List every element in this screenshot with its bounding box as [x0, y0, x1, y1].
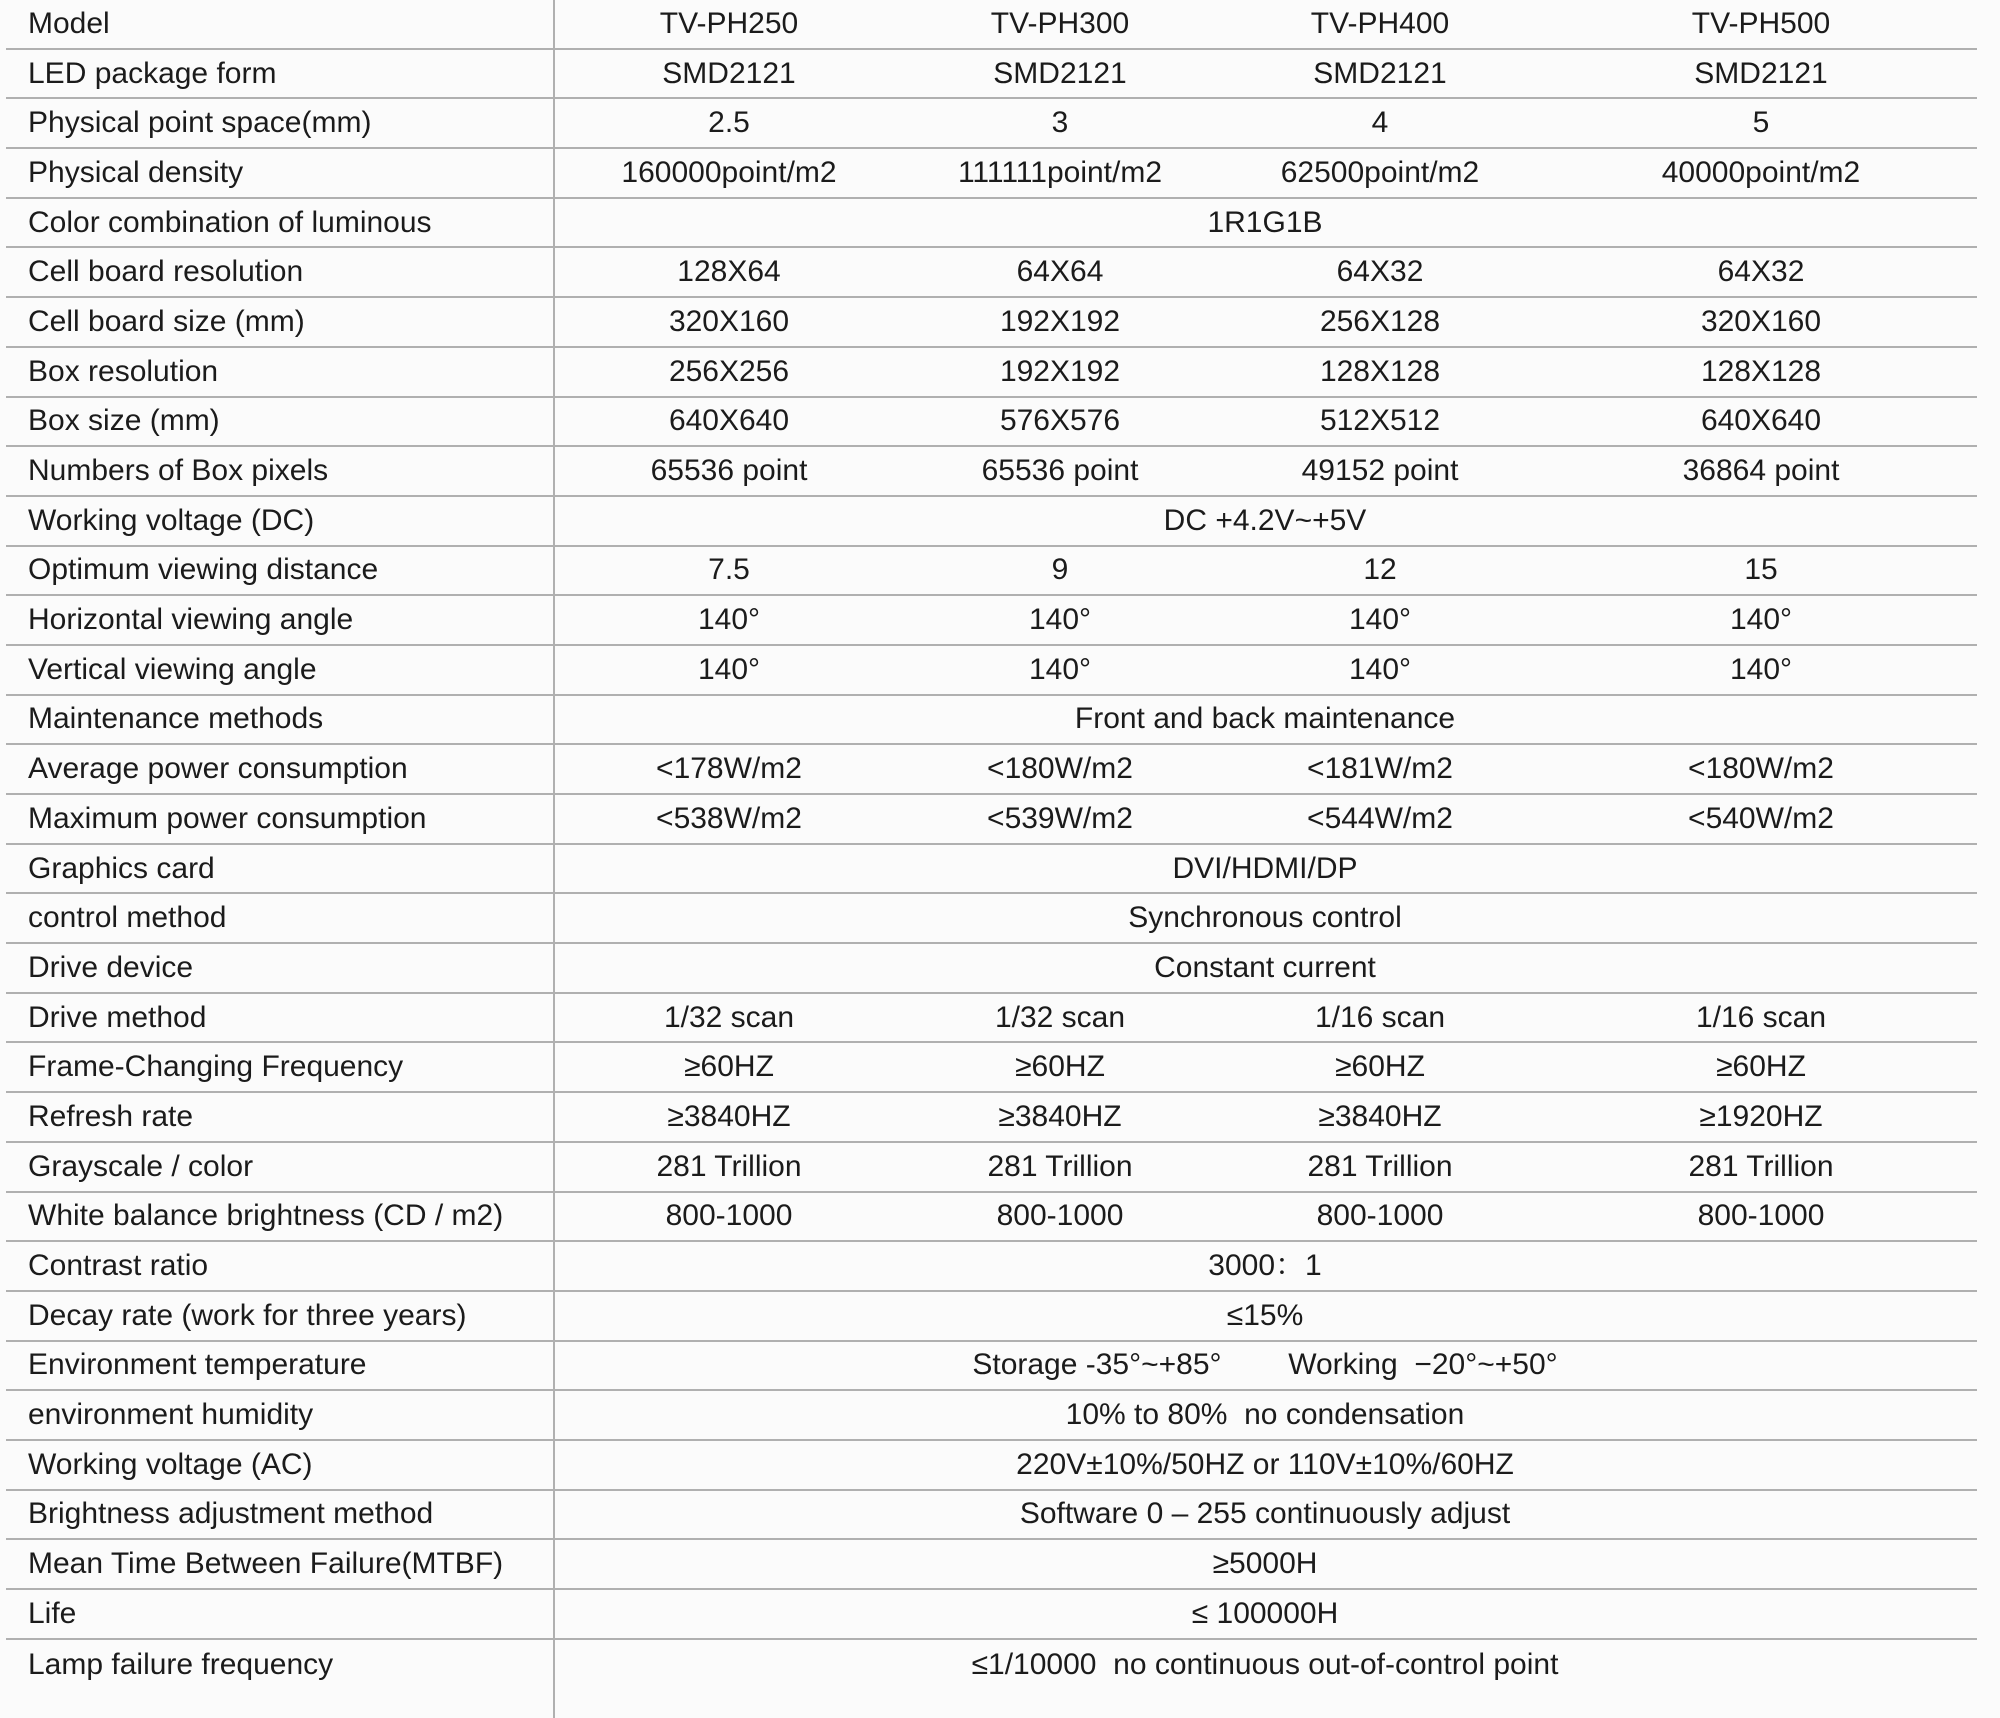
- row-label: Decay rate (work for three years): [28, 1298, 467, 1332]
- cell-value: <180W/m2: [1688, 752, 1834, 786]
- cell-value: 1/16 scan: [1314, 1000, 1446, 1034]
- row-label: Lamp failure frequency: [28, 1647, 334, 1681]
- row-label: Optimum viewing distance: [28, 553, 379, 587]
- cell-value: 256X256: [668, 354, 790, 388]
- cell-value: 65536 point: [981, 454, 1139, 488]
- table-row: [6, 1640, 1977, 1690]
- cell-value: ≥3840HZ: [998, 1099, 1122, 1133]
- merged-cell-value: ≤15%: [1226, 1298, 1304, 1332]
- row-label: Physical density: [28, 155, 244, 189]
- merged-cell-value: 1R1G1B: [1207, 205, 1323, 239]
- spec-table: [6, 0, 1977, 1689]
- row-label: environment humidity: [28, 1398, 314, 1432]
- table-row: [6, 248, 1977, 298]
- cell-value: 800-1000: [996, 1199, 1124, 1233]
- table-row: [6, 1342, 1977, 1392]
- cell-value: 140°: [1028, 603, 1092, 637]
- merged-cell-value: ≤1/10000 no continuous out-of-control point: [971, 1647, 1559, 1681]
- row-label: Vertical viewing angle: [28, 652, 317, 686]
- cell-value: 140°: [1729, 652, 1793, 686]
- cell-value: 140°: [1348, 603, 1412, 637]
- cell-value: ≥60HZ: [1716, 1050, 1806, 1084]
- cell-value: 49152 point: [1301, 454, 1459, 488]
- cell-value: 281 Trillion: [987, 1149, 1133, 1183]
- row-label: Working voltage (DC): [28, 503, 315, 537]
- cell-value: 3: [1051, 106, 1069, 140]
- table-row: [6, 99, 1977, 149]
- cell-value: ≥3840HZ: [1318, 1099, 1442, 1133]
- cell-value: 2.5: [708, 106, 750, 140]
- cell-value: <538W/m2: [656, 801, 802, 835]
- merged-cell-value: Synchronous control: [1128, 901, 1402, 935]
- table-row: [6, 795, 1977, 845]
- row-label: Horizontal viewing angle: [28, 603, 354, 637]
- cell-value: ≥60HZ: [1015, 1050, 1105, 1084]
- cell-value: <181W/m2: [1307, 752, 1453, 786]
- cell-value: 5: [1752, 106, 1770, 140]
- cell-value: 64X64: [1016, 255, 1104, 289]
- cell-value: ≥1920HZ: [1699, 1099, 1823, 1133]
- cell-value: 7.5: [708, 553, 750, 587]
- row-label: Working voltage (AC): [28, 1447, 313, 1481]
- table-row: [6, 745, 1977, 795]
- cell-value: 281 Trillion: [1307, 1149, 1453, 1183]
- cell-value: 1/16 scan: [1695, 1000, 1827, 1034]
- table-row: [6, 298, 1977, 348]
- cell-value: <539W/m2: [987, 801, 1133, 835]
- table-row: [6, 149, 1977, 199]
- cell-value: 140°: [1348, 652, 1412, 686]
- table-row: [6, 348, 1977, 398]
- merged-cell-value: ≥5000H: [1212, 1547, 1318, 1581]
- merged-cell-value: Front and back maintenance: [1074, 702, 1456, 736]
- row-label: Graphics card: [28, 851, 215, 885]
- cell-value: 128X64: [677, 255, 781, 289]
- table-row: [6, 596, 1977, 646]
- cell-value: 64X32: [1717, 255, 1805, 289]
- cell-value: <178W/m2: [656, 752, 802, 786]
- cell-value: 65536 point: [650, 454, 808, 488]
- table-row: [6, 646, 1977, 696]
- cell-value: <544W/m2: [1307, 801, 1453, 835]
- cell-value: 64X32: [1336, 255, 1424, 289]
- cell-value: 640X640: [1700, 404, 1822, 438]
- cell-value: SMD2121: [993, 56, 1127, 90]
- cell-value: 111111point/m2: [957, 155, 1163, 189]
- merged-cell-value: 220V±10%/50HZ or 110V±10%/60HZ: [1016, 1447, 1514, 1481]
- cell-value: ≥60HZ: [684, 1050, 774, 1084]
- cell-value: 160000point/m2: [621, 155, 837, 189]
- table-row: [6, 944, 1977, 994]
- row-label: Drive method: [28, 1000, 207, 1034]
- table-row: [6, 398, 1977, 448]
- cell-value: 320X160: [668, 304, 790, 338]
- cell-value: 281 Trillion: [656, 1149, 802, 1183]
- merged-cell-value: 10% to 80% no condensation: [1065, 1398, 1465, 1432]
- table-row: [6, 1491, 1977, 1541]
- row-label: Color combination of luminous: [28, 205, 432, 239]
- cell-value: SMD2121: [1694, 56, 1828, 90]
- merged-cell-value: DVI/HDMI/DP: [1172, 851, 1358, 885]
- table-row: [6, 1292, 1977, 1342]
- table-row: [6, 497, 1977, 547]
- table-row: [6, 447, 1977, 497]
- cell-value: 1/32 scan: [663, 1000, 795, 1034]
- row-label: Maintenance methods: [28, 702, 324, 736]
- table-row: [6, 1193, 1977, 1243]
- cell-value: 140°: [697, 603, 761, 637]
- cell-value: 36864 point: [1682, 454, 1840, 488]
- cell-value: 256X128: [1319, 304, 1441, 338]
- row-label: White balance brightness (CD / m2): [28, 1199, 504, 1233]
- cell-value: 40000point/m2: [1661, 155, 1861, 189]
- merged-cell-value: 3000：1: [1208, 1249, 1322, 1283]
- table-row: [6, 0, 1977, 50]
- row-label: Grayscale / color: [28, 1149, 254, 1183]
- table-row: [6, 1590, 1977, 1640]
- cell-value: ≥60HZ: [1335, 1050, 1425, 1084]
- column-divider-line: [553, 0, 555, 1718]
- row-label: Drive device: [28, 950, 194, 984]
- table-row: [6, 845, 1977, 895]
- cell-value: 15: [1744, 553, 1778, 587]
- cell-value: 512X512: [1319, 404, 1441, 438]
- row-label: Box resolution: [28, 354, 219, 388]
- row-label: Contrast ratio: [28, 1249, 209, 1283]
- cell-value: 800-1000: [1316, 1199, 1444, 1233]
- row-label: Environment temperature: [28, 1348, 367, 1382]
- cell-value: TV-PH250: [659, 6, 799, 40]
- table-row: [6, 1043, 1977, 1093]
- merged-cell-value: DC +4.2V~+5V: [1163, 503, 1367, 537]
- cell-value: TV-PH300: [990, 6, 1130, 40]
- cell-value: 800-1000: [1697, 1199, 1825, 1233]
- table-row: [6, 1093, 1977, 1143]
- cell-value: 9: [1051, 553, 1069, 587]
- table-row: [6, 1391, 1977, 1441]
- cell-value: 192X192: [999, 304, 1121, 338]
- row-label: Frame-Changing Frequency: [28, 1050, 404, 1084]
- table-row: [6, 894, 1977, 944]
- cell-value: 12: [1363, 553, 1397, 587]
- table-row: [6, 1441, 1977, 1491]
- row-label: LED package form: [28, 56, 277, 90]
- table-row: [6, 199, 1977, 249]
- cell-value: <540W/m2: [1688, 801, 1834, 835]
- table-row: [6, 50, 1977, 100]
- table-row: [6, 1540, 1977, 1590]
- table-row: [6, 994, 1977, 1044]
- cell-value: 62500point/m2: [1280, 155, 1480, 189]
- row-label: Average power consumption: [28, 752, 408, 786]
- cell-value: 4: [1371, 106, 1389, 140]
- row-label: control method: [28, 901, 227, 935]
- cell-value: 576X576: [999, 404, 1121, 438]
- cell-value: 1/32 scan: [994, 1000, 1126, 1034]
- merged-cell-value: Constant current: [1154, 950, 1376, 984]
- cell-value: 320X160: [1700, 304, 1822, 338]
- row-label: Model: [28, 6, 110, 40]
- table-row: [6, 1242, 1977, 1292]
- cell-value: 140°: [697, 652, 761, 686]
- cell-value: 800-1000: [665, 1199, 793, 1233]
- cell-value: 640X640: [668, 404, 790, 438]
- cell-value: SMD2121: [662, 56, 796, 90]
- row-label: Cell board size (mm): [28, 304, 305, 338]
- row-label: Life: [28, 1596, 77, 1630]
- row-label: Refresh rate: [28, 1099, 194, 1133]
- cell-value: 140°: [1729, 603, 1793, 637]
- cell-value: 128X128: [1700, 354, 1822, 388]
- row-label: Physical point space(mm): [28, 106, 372, 140]
- row-label: Cell board resolution: [28, 255, 304, 289]
- row-label: Brightness adjustment method: [28, 1497, 434, 1531]
- table-row: [6, 696, 1977, 746]
- merged-cell-value: Storage -35°~+85° Working −20°~+50°: [972, 1348, 1558, 1382]
- merged-cell-value: ≤ 100000H: [1191, 1596, 1339, 1630]
- cell-value: <180W/m2: [987, 752, 1133, 786]
- cell-value: 128X128: [1319, 354, 1441, 388]
- cell-value: TV-PH400: [1310, 6, 1450, 40]
- merged-cell-value: Software 0 – 255 continuously adjust: [1019, 1497, 1511, 1531]
- cell-value: ≥3840HZ: [667, 1099, 791, 1133]
- cell-value: SMD2121: [1313, 56, 1447, 90]
- row-label: Maximum power consumption: [28, 801, 427, 835]
- cell-value: TV-PH500: [1691, 6, 1831, 40]
- table-row: [6, 547, 1977, 597]
- table-row: [6, 1143, 1977, 1193]
- cell-value: 281 Trillion: [1688, 1149, 1834, 1183]
- row-label: Mean Time Between Failure(MTBF): [28, 1547, 504, 1581]
- row-label: Numbers of Box pixels: [28, 454, 329, 488]
- cell-value: 140°: [1028, 652, 1092, 686]
- row-label: Box size (mm): [28, 404, 220, 438]
- cell-value: 192X192: [999, 354, 1121, 388]
